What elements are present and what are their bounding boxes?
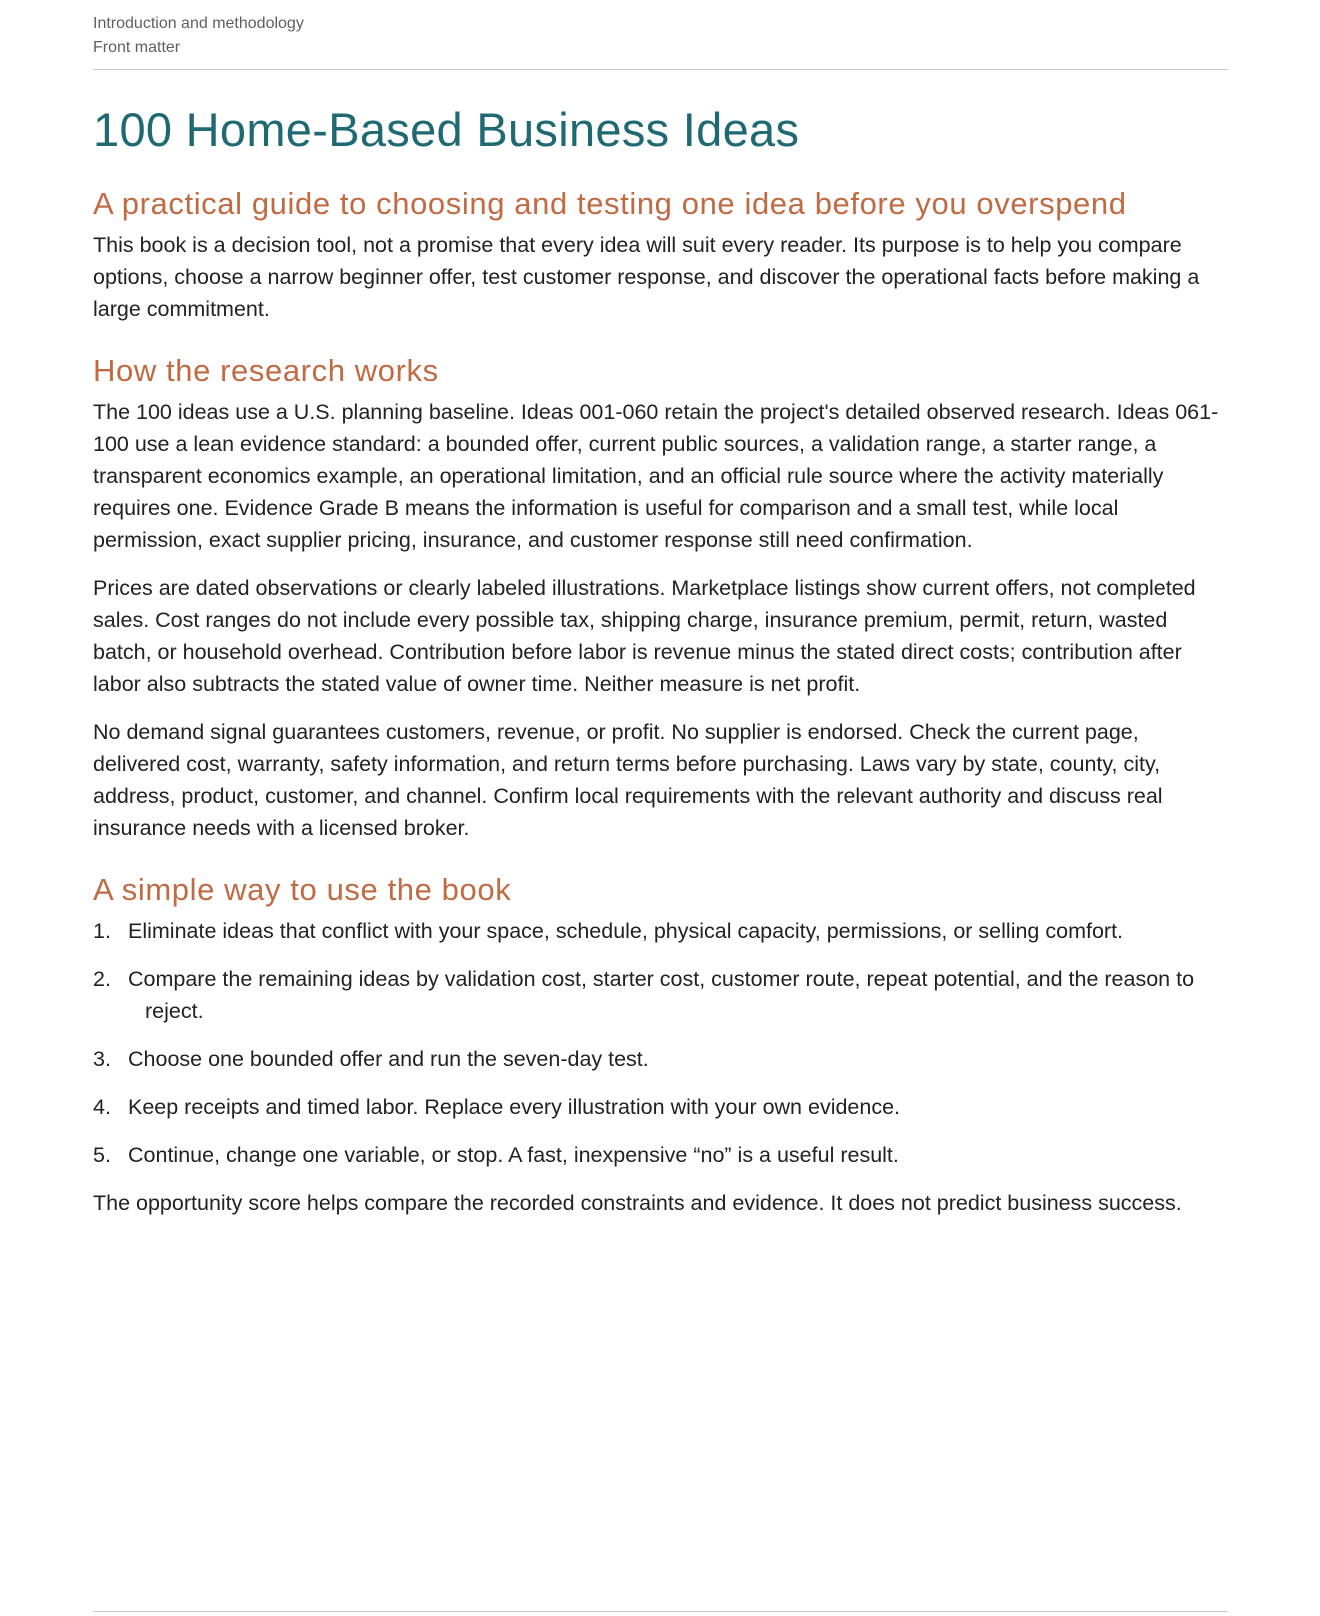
research-paragraph-3: No demand signal guarantees customers, revenue, or profit. No supplier is endorsed. Check the current page, delivered cost, warranty, safety information, and return terms before purchasing. Laws vary by state, county, city, address, product, customer, and channel. Confirm local requirements with the relevant authority and discuss real insurance needs with a licensed broker. xyxy=(93,720,1163,840)
list-item-text: Continue, change one variable, or stop. A fast, inexpensive “no” is a useful result. xyxy=(128,1143,899,1167)
document-page xyxy=(93,0,1228,1219)
closing-paragraph: The opportunity score helps compare the recorded constraints and evidence. It does not predict business success. xyxy=(93,1191,1182,1215)
list-item xyxy=(93,963,1228,1027)
list-item-number: 5. xyxy=(93,1143,111,1167)
list-item xyxy=(93,1139,1228,1171)
list-item-text: Compare the remaining ideas by validation cost, starter cost, customer route, repeat potential, and the reason to reject. xyxy=(128,967,1195,1023)
footer-divider xyxy=(93,1611,1228,1612)
list-item-text: Keep receipts and timed labor. Replace every illustration with your own evidence. xyxy=(128,1095,901,1119)
list-item-number: 3. xyxy=(93,1047,111,1071)
running-head-section: Introduction and methodology xyxy=(93,15,304,32)
usage-heading: A simple way to use the book xyxy=(93,872,512,907)
list-item xyxy=(93,1043,1228,1075)
list-item-number: 2. xyxy=(93,967,111,991)
intro-paragraph: This book is a decision tool, not a promise that every idea will suit every reader. Its purpose is to help you compare options, choose a narrow beginner offer, test customer response, and discover the operational facts before making a large commitment. xyxy=(93,233,1200,321)
research-paragraph-1: The 100 ideas use a U.S. planning baseline. Ideas 001-060 retain the project's detailed observed research. Ideas 061-100 use a lean evidence standard: a bounded offer, current public sources, a validation range, a starter range, a transparent economics example, an operational limitation, and an official rule source where the activity materially requires one. Evidence Grade B means the information is useful for comparison and a small test, while local permission, exact supplier pricing, insurance, and customer response still need confirmation. xyxy=(93,400,1219,552)
book-title: 100 Home-Based Business Ideas xyxy=(93,103,800,156)
list-item xyxy=(93,1091,1228,1123)
subtitle-heading: A practical guide to choosing and testing one idea before you overspend xyxy=(93,186,1127,221)
usage-steps-list xyxy=(93,915,1228,1171)
running-head-part: Front matter xyxy=(93,39,181,56)
list-item-number: 4. xyxy=(93,1095,111,1119)
running-head xyxy=(93,0,1228,60)
list-item xyxy=(93,915,1228,947)
list-item-text: Choose one bounded offer and run the seven-day test. xyxy=(128,1047,649,1071)
research-heading: How the research works xyxy=(93,353,439,388)
list-item-text: Eliminate ideas that conflict with your space, schedule, physical capacity, permissions, or selling comfort. xyxy=(128,919,1124,943)
research-paragraph-2: Prices are dated observations or clearly labeled illustrations. Marketplace listings show current offers, not completed sales. Cost ranges do not include every possible tax, shipping charge, insurance premium, permit, return, wasted batch, or household overhead. Contribution before labor is revenue minus the stated direct costs; contribution after labor also subtracts the stated value of owner time. Neither measure is net profit. xyxy=(93,576,1196,696)
header-divider xyxy=(93,69,1228,70)
list-item-number: 1. xyxy=(93,919,111,943)
